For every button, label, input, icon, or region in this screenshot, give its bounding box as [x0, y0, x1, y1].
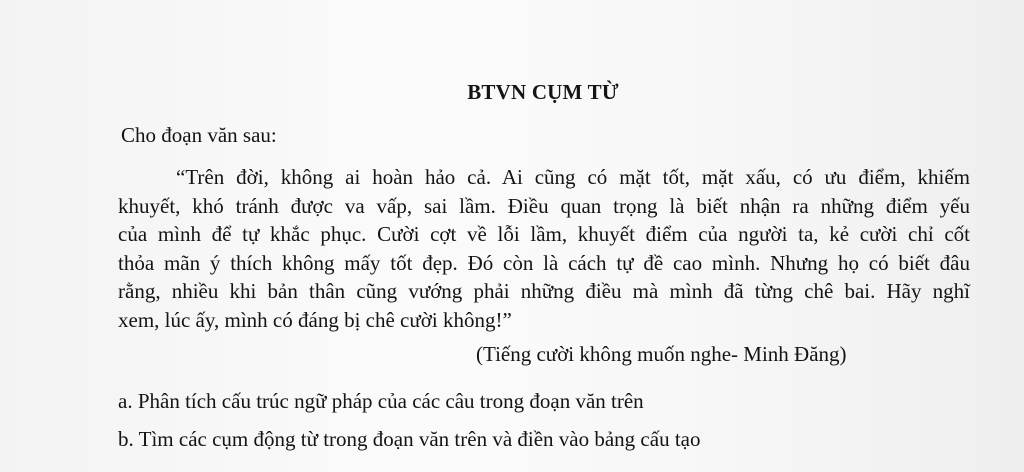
question-b: b. Tìm các cụm động từ trong đoạn văn trên và điền vào bảng cấu tạo: [118, 427, 701, 451]
passage-line: xem, lúc ấy, mình có đáng bị chê cười không!”: [118, 307, 512, 332]
passage-source: (Tiếng cười không muốn nghe- Minh Đăng): [476, 342, 847, 366]
quoted-passage: [118, 163, 970, 335]
passage-line: thỏa mãn ý thích không mấy tốt đẹp. Đó còn là cách tự đề cao mình. Nhưng họ có biết đâu: [118, 250, 970, 275]
passage-line: rằng, nhiều khi bản thân cũng vướng phải những điều mà mình đã từng chê bai. Hãy nghĩ: [118, 279, 970, 304]
document-title: BTVN CỤM TỪ: [467, 80, 619, 104]
intro-text: Cho đoạn văn sau:: [121, 123, 277, 147]
passage-line: “Trên đời, không ai hoàn hảo cả. Ai cũng có mặt tốt, mặt xấu, có ưu điểm, khiếm: [176, 165, 970, 189]
passage-line: khuyết, khó tránh được va vấp, sai lầm. Điều quan trọng là biết nhận ra những điểm yếu: [118, 193, 970, 218]
question-a: a. Phân tích cấu trúc ngữ pháp của các câu trong đoạn văn trên: [118, 389, 644, 413]
passage-line: của mình để tự khắc phục. Cười cợt về lỗi lầm, khuyết điểm của người ta, kẻ cười chỉ cốt: [118, 222, 970, 247]
